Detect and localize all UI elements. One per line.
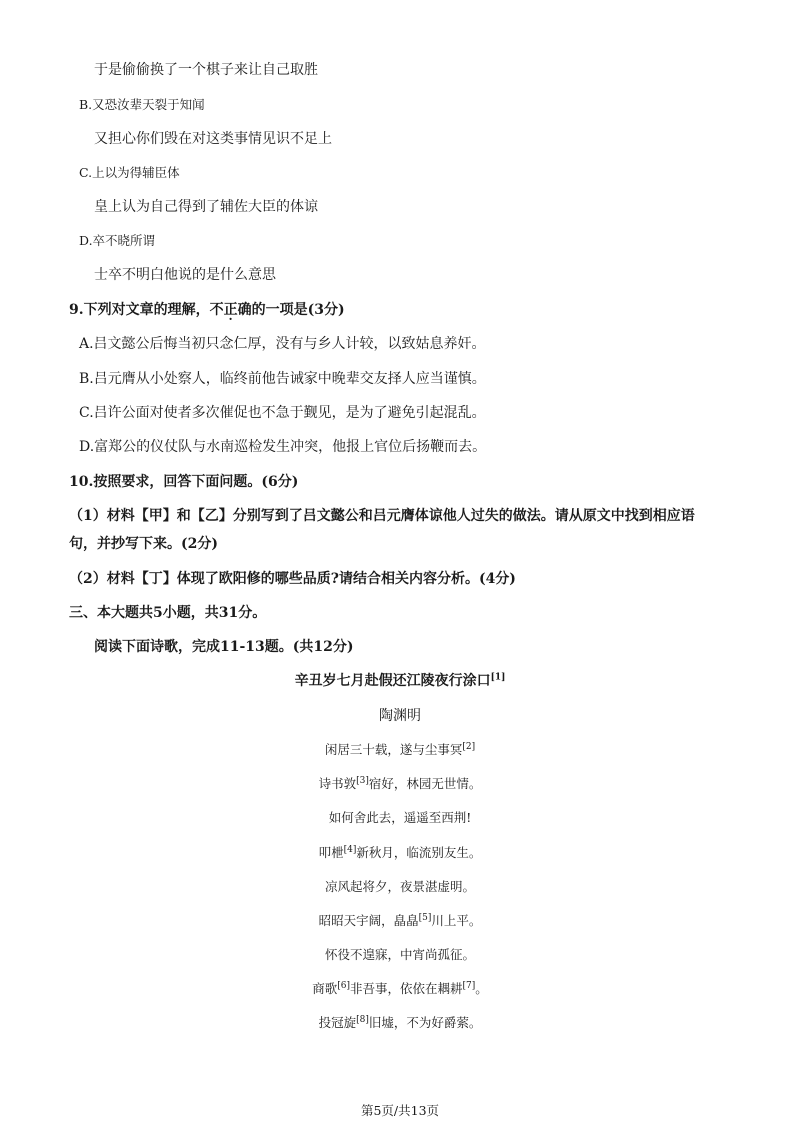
footnote-marker: [4]	[343, 844, 357, 855]
q8-option-d-translation: 士卒不明白他说的是什么意思	[94, 267, 276, 283]
q8-option-c: C.上以为得辅臣体	[79, 165, 180, 180]
poem-line-3: 如何舍此去，遥遥至西荆!	[328, 810, 472, 825]
footnote-marker: [1]	[490, 672, 506, 683]
poem-line-2: 诗书敦[3]宿好，林园无世情。	[318, 775, 482, 791]
q8-option-b-translation: 又担心你们毁在对这类事情见识不足上	[94, 131, 332, 147]
q8-option-a-translation: 于是偷偷换了一个棋子来让自己取胜	[94, 62, 318, 78]
footnote-marker: [7]	[462, 980, 476, 991]
footnote-marker: [2]	[462, 741, 476, 752]
q8-option-d: D.卒不晓所谓	[79, 233, 156, 248]
poem-line-8: 商歌[6]非吾事，依依在耦耕[7]。	[312, 980, 488, 996]
poem-line-6: 昭昭天宇阔，皛皛[5]川上平。	[318, 912, 482, 928]
section3-intro: 阅读下面诗歌，完成11-13题。(共12分)	[94, 639, 354, 655]
q9-option-c: C.吕许公面对使者多次催促也不急于觐见，是为了避免引起混乱。	[79, 405, 486, 421]
footnote-marker: [8]	[356, 1014, 369, 1025]
footnote-marker: [3]	[356, 775, 369, 786]
q10-sub1-line2: 句，并抄写下来。(2分)	[69, 536, 218, 552]
poem-line-5: 凉风起将夕，夜景湛虚明。	[324, 879, 475, 894]
footnote-marker: [6]	[337, 980, 350, 991]
q9-option-d: D.富郑公的仪仗队与水南巡检发生冲突，他报上官位后扬鞭而去。	[79, 439, 487, 455]
q9-option-a: A.吕文懿公后悔当初只念仁厚，没有与乡人计较，以致姑息养奸。	[79, 336, 486, 352]
q10-sub2: （2）材料【丁】体现了欧阳修的哪些品质?请结合相关内容分析。(4分)	[69, 571, 516, 587]
poem-line-7: 怀役不遑寐，中宵尚孤征。	[324, 947, 475, 962]
poem-title: 辛丑岁七月赴假还江陵夜行涂口[1]	[294, 672, 506, 689]
poem-author: 陶渊明	[379, 708, 421, 724]
q8-option-b: B.又恐汝辈天裂于知闻	[79, 97, 205, 112]
poem-line-9: 投冠旋[8]旧墟，不为好爵萦。	[318, 1014, 482, 1030]
q8-option-c-translation: 皇上认为自己得到了辅佐大臣的体谅	[94, 199, 318, 215]
q9-stem: 9.下列对文章的理解，不正确的一项是(3分)	[69, 302, 345, 318]
poem-line-4: 叩枻[4]新秋月，临流别友生。	[318, 844, 482, 860]
page-footer: 第5页/共13页	[360, 1103, 440, 1118]
q10-stem: 10.按照要求，回答下面问题。(6分)	[69, 474, 299, 490]
emphasis-dot-char: 正	[223, 302, 238, 318]
q10-sub1-line1: （1）材料【甲】和【乙】分别写到了吕文懿公和吕元膺体谅他人过失的做法。请从原文中找到相应语	[69, 508, 695, 524]
footnote-marker: [5]	[418, 912, 432, 923]
section3-heading: 三、本大题共5小题，共31分。	[69, 605, 267, 621]
q9-option-b: B.吕元膺从小处察人，临终前他告诫家中晚辈交友择人应当谨慎。	[79, 371, 486, 387]
poem-line-1: 闲居三十载，遂与尘事冥[2]	[324, 741, 476, 757]
